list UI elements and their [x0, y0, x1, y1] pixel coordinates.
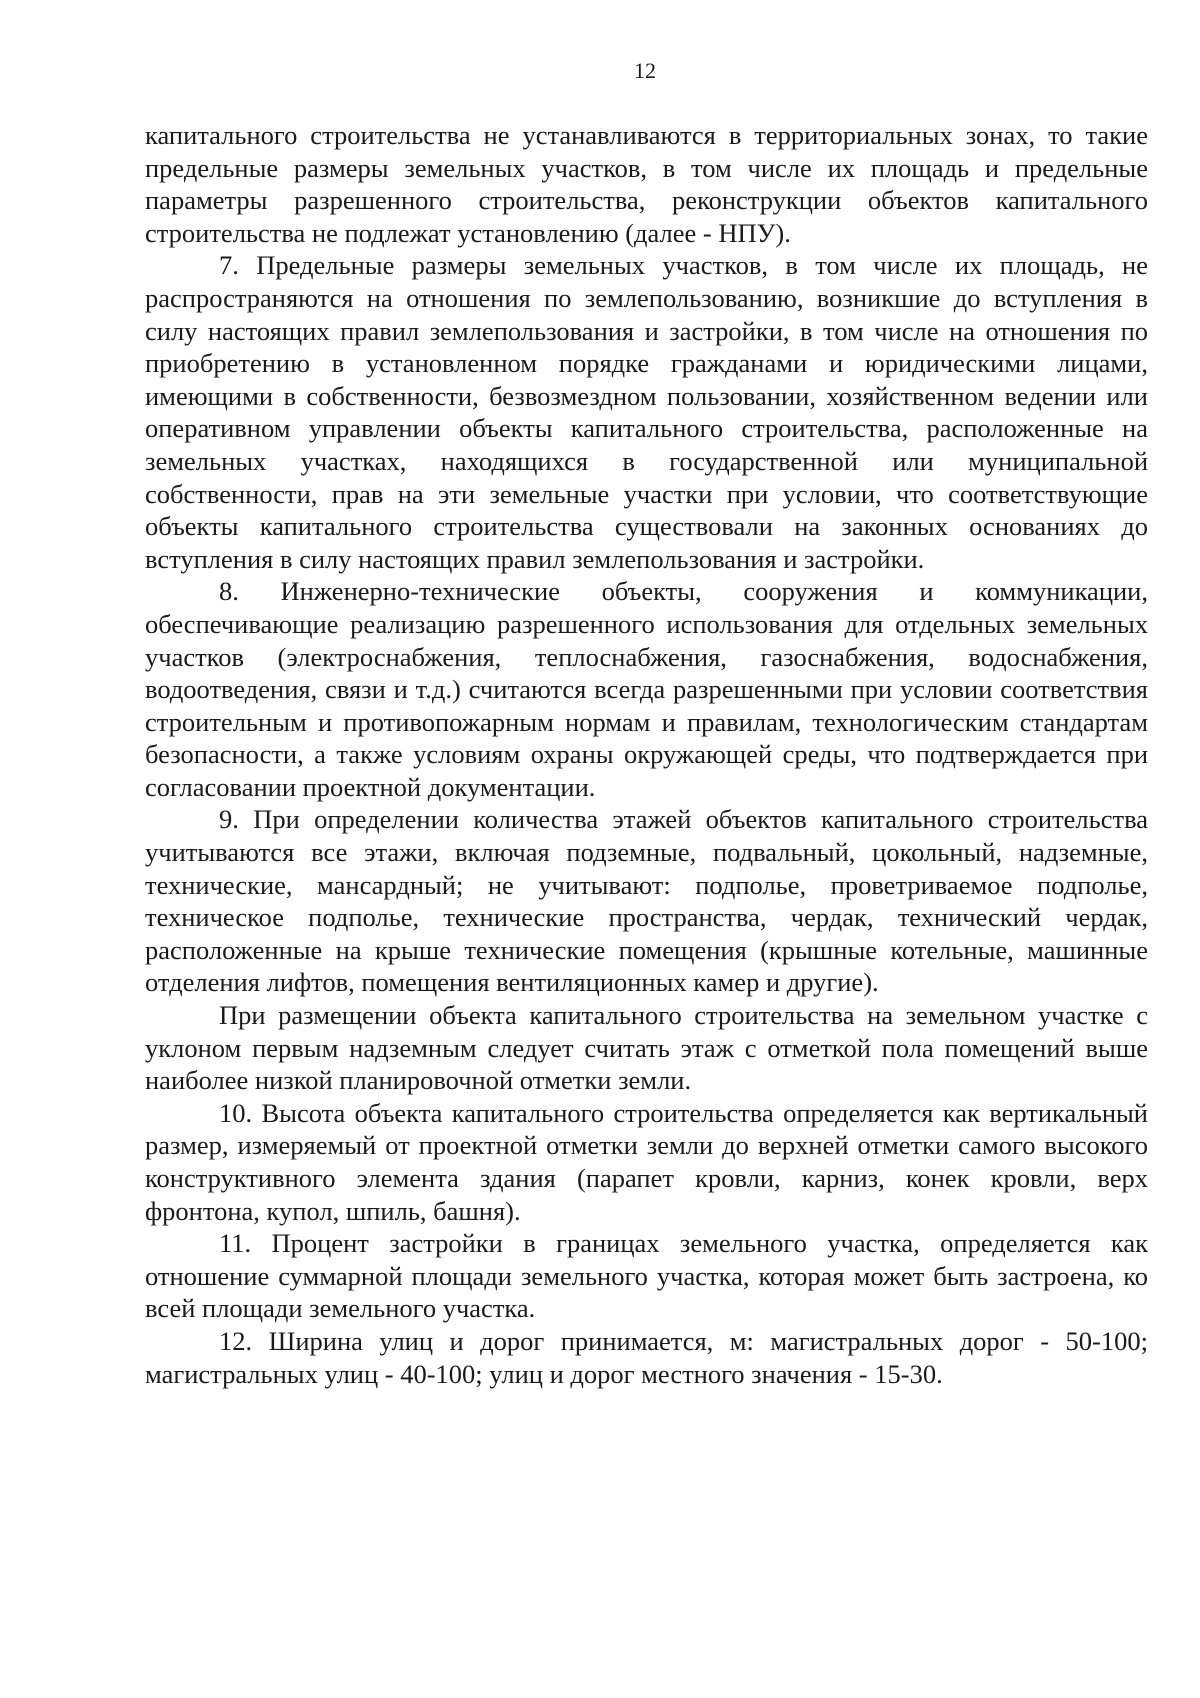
paragraph-item-8: 8. Инженерно-технические объекты, сооружения и коммуникации, обеспечивающие реализацию разрешенного использования для отдельных земельных участков (электроснабжения, теплоснабжения, газоснабжения, водоснабжения, водоотведения, связи и т.д.) считаются всегда разрешенными при условии соответствия строительным и противопожарным нормам и правилам, технологическим стандартам безопасности, а также условиям охраны окружающей среды, что подтверждается при согласовании проектной документации.	[145, 576, 1148, 802]
paragraph-item-9: 9. При определении количества этажей объектов капитального строительства учитываются все этажи, включая подземные, подвальный, цокольный, надземные, технические, мансардный; не учитывают: подполье, проветриваемое подполье, техническое подполье, технические пространства, чердак, технический чердак, расположенные на крыше технические помещения (крышные котельные, машинные отделения лифтов, помещения вентиляционных камер и другие).	[145, 804, 1148, 998]
paragraph-item-11: 11. Процент застройки в границах земельного участка, определяется как отношение суммарной площади земельного участка, которая может быть застроена, ко всей площади земельного участка.	[145, 1228, 1148, 1324]
paragraph-item-12: 12. Ширина улиц и дорог принимается, м: магистральных дорог - 50-100; магистральных улиц - 40-100; улиц и дорог местного значения - 15-30.	[145, 1325, 1148, 1389]
paragraph-item-9-note: При размещении объекта капитального строительства на земельном участке с уклоном первым надземным следует считать этаж с отметкой пола помещений выше наиболее низкой планировочной отметки земли.	[145, 1000, 1148, 1096]
page-number: 12	[634, 58, 656, 83]
document-body	[145, 119, 1148, 1390]
paragraph-item-7: 7. Предельные размеры земельных участков, в том числе их площадь, не распространяются на отношения по землепользованию, возникшие до вступления в силу настоящих правил землепользования и застройки, в том числе на отношения по приобретению в установленном порядке гражданами и юридическими лицами, имеющими в собственности, безвозмездном пользовании, хозяйственном ведении или оперативном управлении объекты капитального строительства, расположенные на земельных участках, находящихся в государственной или муниципальной собственности, прав на эти земельные участки при условии, что соответствующие объекты капитального строительства существовали на законных основаниях до вступления в силу настоящих правил землепользования и застройки.	[145, 250, 1148, 574]
paragraph-continuation: капитального строительства не устанавливаются в территориальных зонах, то такие предельные размеры земельных участков, в том числе их площадь и предельные параметры разрешенного строительства, реконструкции объектов капитального строительства не подлежат установлению (далее - НПУ).	[145, 120, 1148, 248]
paragraph-item-10: 10. Высота объекта капитального строительства определяется как вертикальный размер, измеряемый от проектной отметки земли до верхней отметки самого высокого конструктивного элемента здания (парапет кровли, карниз, конек кровли, верх фронтона, купол, шпиль, башня).	[145, 1097, 1148, 1226]
